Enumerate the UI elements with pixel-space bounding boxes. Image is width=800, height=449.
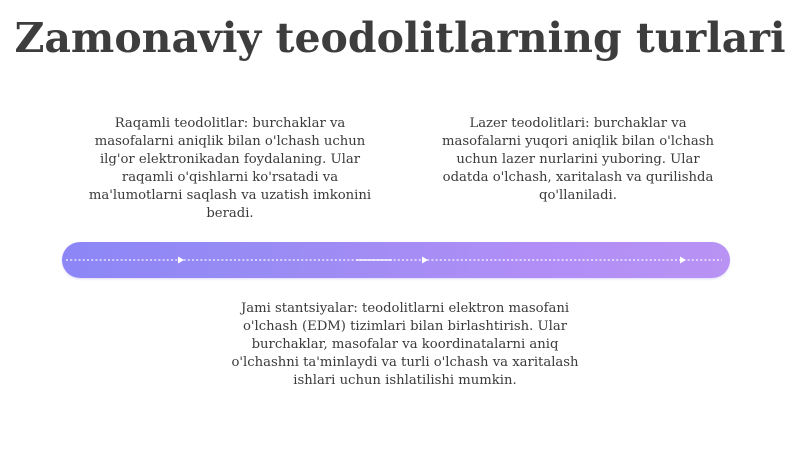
text-block-digital-theodolites: Raqamli teodolitlar: burchaklar va masofalarni aniqlik bilan o'lchash uchun ilg'or elektronikadan foydalaning. Ular raqamli o'qishlarni ko'rsatadi va ma'lumotlarni saqlash va uzatish imkonini beradi.	[88, 116, 372, 221]
timeline-bar	[62, 242, 730, 278]
arrow-right-icon	[178, 257, 184, 264]
text-block-laser-theodolites: Lazer teodolitlari: burchaklar va masofalarni yuqori aniqlik bilan o'lchash uchun lazer nurlarini yuboring. Ular odatda o'lchash, xaritalash va qurilishda qo'llaniladi.	[442, 116, 714, 203]
timeline-arrows	[62, 242, 730, 278]
arrow-right-icon	[422, 257, 428, 264]
arrow-right-icon	[680, 257, 686, 264]
text-block-total-stations: Jami stantsiyalar: teodolitlarni elektron masofani o'lchash (EDM) tizimlari bilan birlashtirish. Ular burchaklar, masofalar va koordinatalarni aniq o'lchashni ta'minlaydi va turli o'lchash va xaritalash ishlari uchun ishlatilishi mumkin.	[231, 301, 579, 388]
slide-title: Zamonaviy teodolitlarning turlari	[14, 14, 786, 62]
